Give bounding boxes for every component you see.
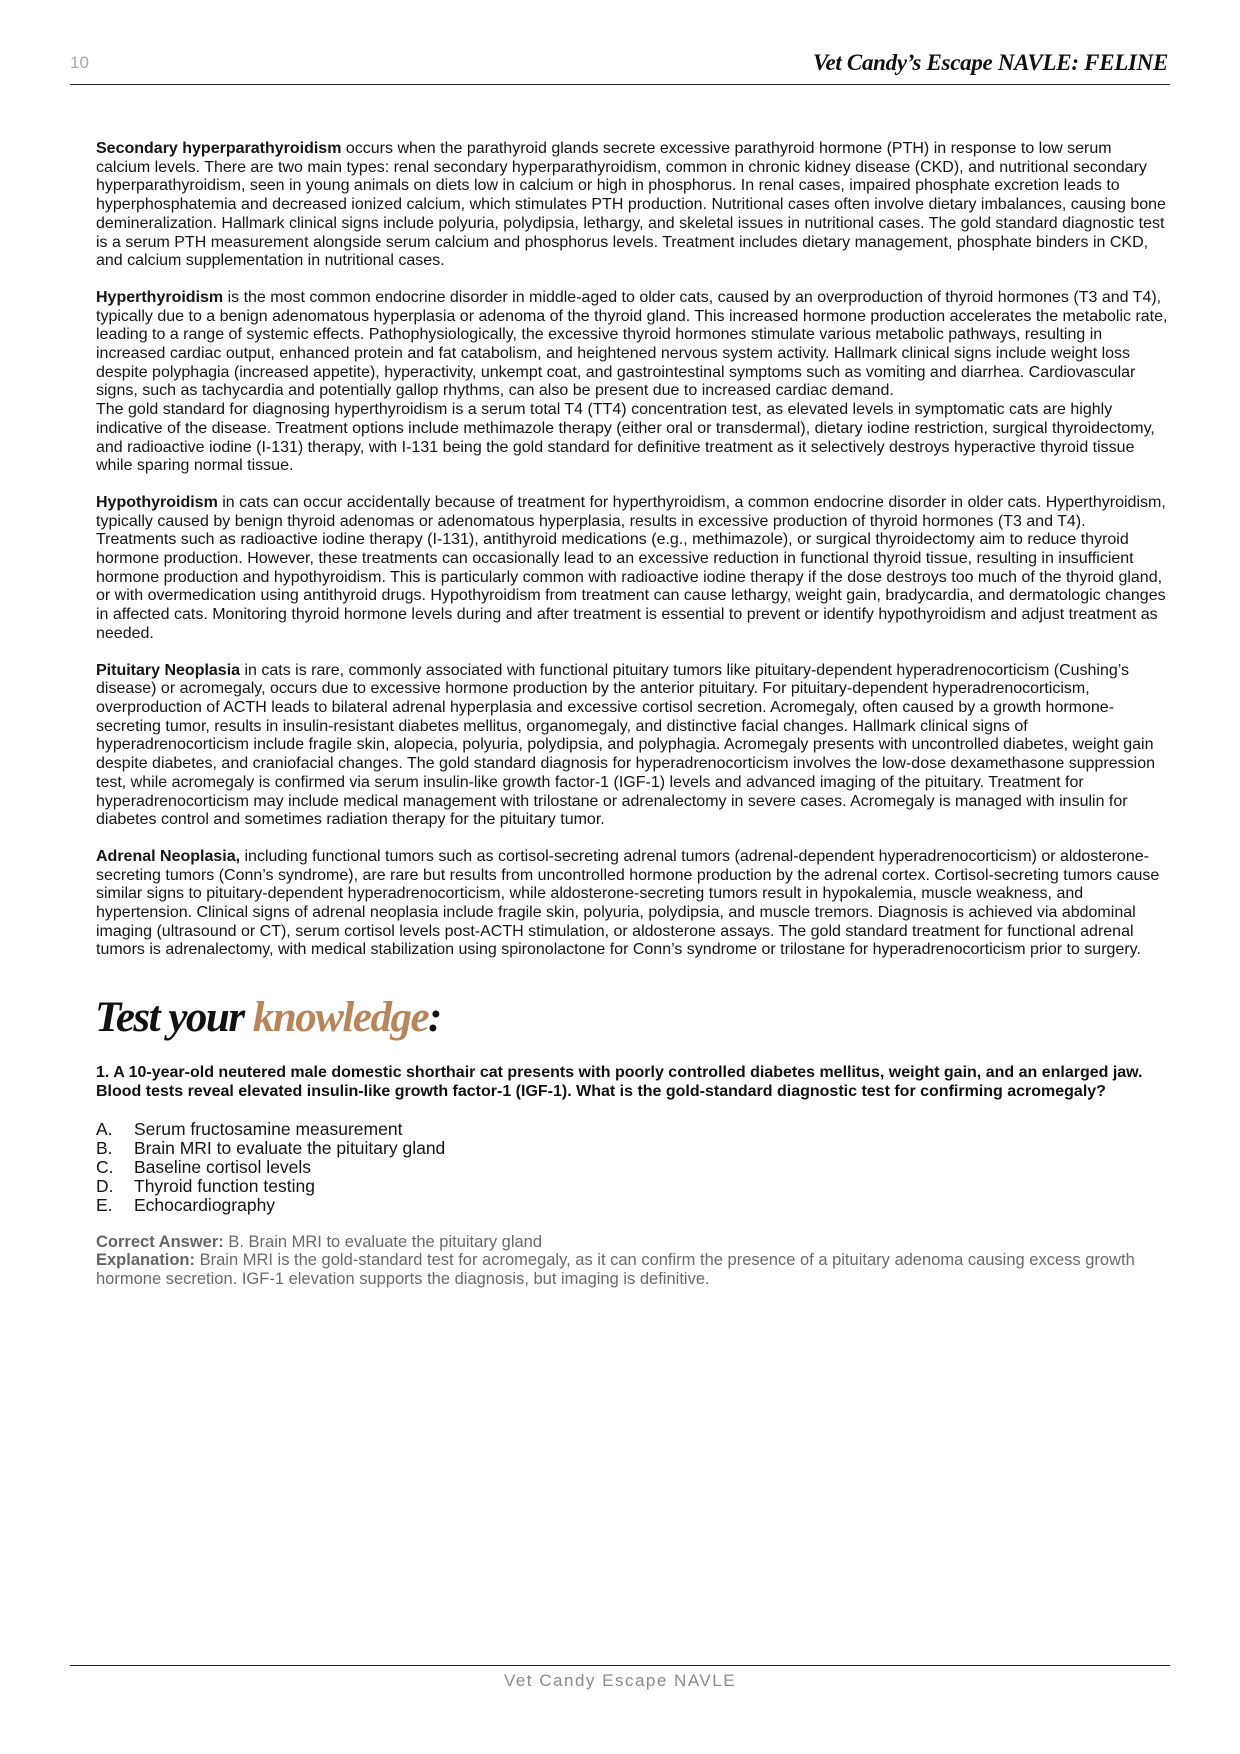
option-text: Baseline cortisol levels bbox=[134, 1156, 312, 1177]
explanation bbox=[96, 1251, 1168, 1288]
answer-option-e bbox=[96, 1196, 1168, 1215]
paragraph-text: in cats is rare, commonly associated with functional pituitary tumors like pituitary-dependent hyperadrenocorticism (Cushing’s disease) or acromegaly, occurs due to excessive hormone production by the anterior pituitary. For pituitary-dependent hyperadrenocorticism, overproduction of ACTH leads to bilateral adrenal hyperplasia and excessive cortisol secretion. Acromegaly, often caused by a growth hormone-secreting tumor, results in insulin-resistant diabetes mellitus, organomegaly, and distinctive facial changes. Hallmark clinical signs of hyperadrenocorticism include fragile skin, alopecia, polyuria, polydipsia, and polyphagia. Acromegaly presents with uncontrolled diabetes, weight gain despite diabetes, and craniofacial changes. The gold standard diagnosis for hyperadrenocorticism involves the low-dose dexamethasone suppression test, while acromegaly is confirmed via serum insulin-like growth factor-1 (IGF-1) levels and advanced imaging of the pituitary. Treatment for hyperadrenocorticism may include medical management with trilostane or adrenalectomy in severe cases. Acromegaly is managed with insulin for diabetes control and sometimes radiation therapy for the pituitary tumor. bbox=[96, 661, 1156, 829]
option-letter: E. bbox=[96, 1194, 113, 1215]
option-letter: A. bbox=[96, 1118, 113, 1139]
paragraph-text: occurs when the parathyroid glands secrete excessive parathyroid hormone (PTH) in response to low serum calcium levels. There are two main types: renal secondary hyperparathyroidism, common in chronic kidney disease (CKD), and nutritional secondary hyperparathyroidism, seen in young animals on diets low in calcium or high in phosphorus. In renal cases, impaired phosphate excretion leads to hyperphosphatemia and decreased ionized calcium, which stimulates PTH production. Nutritional cases often involve dietary imbalances, causing bone demineralization. Hallmark clinical signs include polyuria, polydipsia, lethargy, and skeletal issues in nutritional cases. The gold standard diagnostic test is a serum PTH measurement alongside serum calcium and phosphorus levels. Treatment includes dietary management, phosphate binders in CKD, and calcium supplementation in nutritional cases. bbox=[96, 140, 1166, 270]
option-text: Serum fructosamine measurement bbox=[134, 1118, 403, 1139]
quiz-heading-colon: : bbox=[428, 994, 441, 1042]
option-letter: B. bbox=[96, 1137, 113, 1158]
option-text: Echocardiography bbox=[134, 1194, 276, 1215]
paragraph-term: Secondary hyperparathyroidism bbox=[96, 140, 342, 157]
running-title: Vet Candy’s Escape NAVLE: FELINE bbox=[812, 50, 1168, 75]
option-letter: C. bbox=[96, 1156, 114, 1177]
header-divider bbox=[70, 84, 1170, 85]
quiz-heading-accent: knowledge bbox=[252, 994, 429, 1042]
explanation-text: Brain MRI is the gold-standard test for acromegaly, as it can confirm the presence of a pituitary adenoma causing excess growth hormone secretion. IGF-1 elevation supports the diagnosis, but imaging is definitive. bbox=[96, 1251, 1135, 1288]
paragraph-term: Hypothyroidism bbox=[96, 493, 218, 511]
answer-option-c bbox=[96, 1158, 1168, 1177]
paragraph-term: Hyperthyroidism bbox=[96, 288, 224, 306]
answer-option-d bbox=[96, 1177, 1168, 1196]
option-text: Thyroid function testing bbox=[134, 1175, 315, 1196]
quiz-heading bbox=[95, 992, 1168, 1044]
correct-answer-text: B. Brain MRI to evaluate the pituitary gland bbox=[223, 1232, 543, 1251]
page-content bbox=[96, 140, 1168, 1289]
answer-option-a bbox=[96, 1120, 1168, 1139]
paragraph-text-continued: The gold standard for diagnosing hyperthyroidism is a serum total T4 (TT4) concentration test, as elevated levels in symptomatic cats are highly indicative of the disease. Treatment options include methimazole therapy (either oral or transdermal), dietary iodine restriction, surgical thyroidectomy, and radioactive iodine (I-131) therapy, with I-131 being the gold standard for definitive treatment as it selectively destroys hyperactive thyroid tissue while sparing normal tissue. bbox=[96, 401, 1155, 475]
paragraph-adrenal-neoplasia bbox=[96, 848, 1168, 960]
paragraph-text: in cats can occur accidentally because of treatment for hyperthyroidism, a common endocrine disorder in older cats. Hyperthyroidism, typically caused by benign thyroid adenomas or adenomatous hyperplasia, results in excessive production of thyroid hormones (T3 and T4). Treatments such as radioactive iodine therapy (I-131), antithyroid medications (e.g., methimazole), or surgical thyroidectomy aim to reduce thyroid hormone production. However, these treatments can occasionally lead to an excessive reduction in functional thyroid tissue, resulting in insufficient hormone production and hypothyroidism. This is particularly common with radioactive iodine therapy if the dose destroys too much of the thyroid gland, or with overmedication using antithyroid drugs. Hypothyroidism from treatment can cause lethargy, weight gain, bradycardia, and dermatologic changes in affected cats. Monitoring thyroid hormone levels during and after treatment is essential to prevent or identify hypothyroidism and adjust treatment as needed. bbox=[96, 493, 1166, 642]
answer-block bbox=[96, 1233, 1168, 1289]
quiz-question: 1. A 10-year-old neutered male domestic shorthair cat presents with poorly controlled diabetes mellitus, weight gain, and an enlarged jaw. Blood tests reveal elevated insulin-like growth factor-1 (IGF-1). What is the gold-standard diagnostic test for confirming acromegaly? bbox=[96, 1064, 1143, 1100]
paragraph-hyperthyroidism bbox=[96, 289, 1168, 476]
paragraph-text: including functional tumors such as cortisol-secreting adrenal tumors (adrenal-dependent hyperadrenocorticism) or aldosterone-secreting tumors (Conn’s syndrome), are rare but results from uncontrolled hormone production by the adrenal cortex. Cortisol-secreting tumors cause similar signs to pituitary-dependent hyperadrenocorticism, while aldosterone-secreting tumors result in hypokalemia, muscle weakness, and hypertension. Clinical signs of adrenal neoplasia include fragile skin, polyuria, polydipsia, and muscle tremors. Diagnosis is achieved via abdominal imaging (ultrasound or CT), serum cortisol levels post-ACTH stimulation, or aldosterone assays. The gold standard treatment for functional adrenal tumors is adrenalectomy, with medical stabilization using spironolactone for Conn’s syndrome or trilostane for hyperadrenocorticism prior to surgery. bbox=[96, 847, 1160, 959]
explanation-label: Explanation: bbox=[96, 1251, 196, 1270]
answer-option-b bbox=[96, 1139, 1168, 1158]
paragraph-hypothyroidism bbox=[96, 494, 1168, 644]
quiz-heading-main: Test your bbox=[95, 994, 253, 1042]
footer-text: Vet Candy Escape NAVLE bbox=[503, 1671, 737, 1690]
correct-answer bbox=[96, 1233, 1168, 1252]
correct-answer-label: Correct Answer: bbox=[96, 1232, 224, 1251]
paragraph-text: is the most common endocrine disorder in middle-aged to older cats, caused by an overproduction of thyroid hormones (T3 and T4), typically due to a benign adenomatous hyperplasia or adenoma of the thyroid gland. This increased hormone production accelerates the metabolic rate, leading to a range of systemic effects. Pathophysiologically, the excessive thyroid hormones stimulate various metabolic pathways, resulting in increased cardiac output, enhanced protein and fat catabolism, and heightened nervous system activity. Hallmark clinical signs include weight loss despite polyphagia (increased appetite), hyperactivity, unkempt coat, and gastrointestinal symptoms such as vomiting and diarrhea. Cardiovascular signs, such as tachycardia and potentially gallop rhythms, can also be present due to increased cardiac demand. bbox=[96, 288, 1168, 400]
paragraph-secondary-hyperparathyroidism bbox=[96, 140, 1168, 271]
page-number: 10 bbox=[70, 53, 89, 72]
answer-options bbox=[96, 1120, 1168, 1215]
footer-divider bbox=[70, 1665, 1170, 1666]
option-letter: D. bbox=[96, 1175, 114, 1196]
paragraph-pituitary-neoplasia bbox=[96, 662, 1168, 830]
option-text: Brain MRI to evaluate the pituitary gland bbox=[134, 1137, 446, 1158]
paragraph-term: Pituitary Neoplasia bbox=[96, 661, 241, 679]
paragraph-term: Adrenal Neoplasia, bbox=[96, 847, 241, 865]
